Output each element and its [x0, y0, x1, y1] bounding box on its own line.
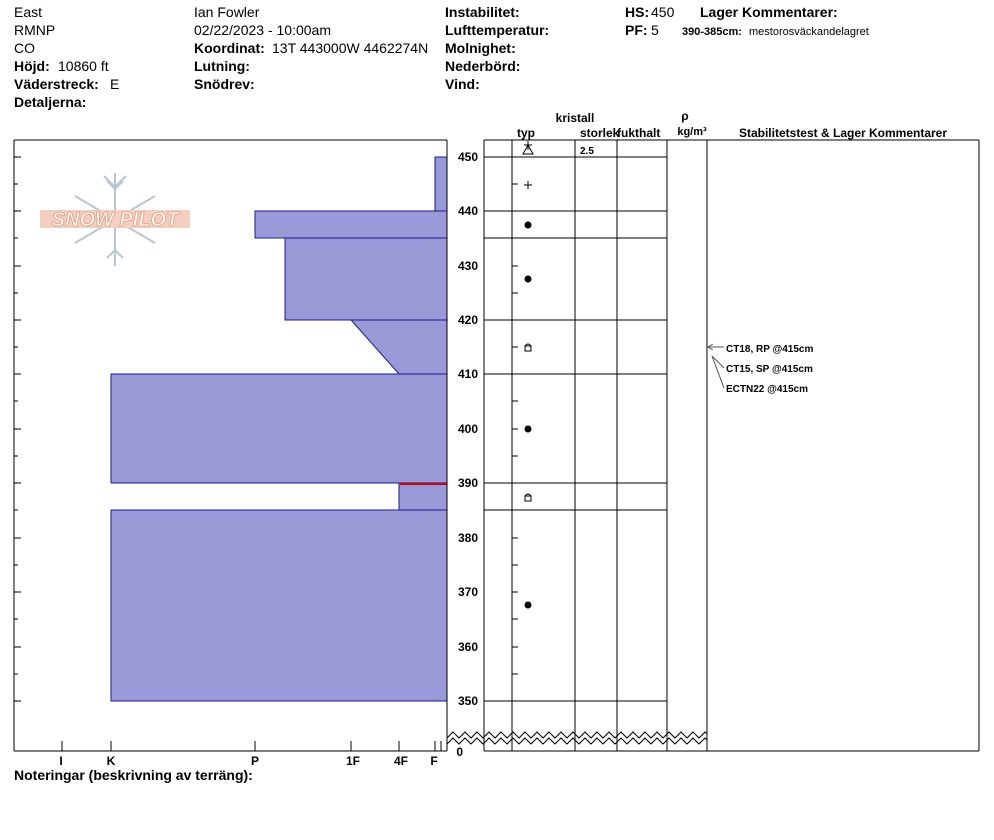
layer-comment-text: mestorosväckandelagret	[749, 26, 869, 38]
stability-test-arrows	[708, 344, 724, 388]
height-tick-label: 410	[457, 367, 478, 381]
axis-break-zigzag	[447, 732, 707, 744]
stability-test-label: ECTN22 @415cm	[726, 384, 809, 395]
layer-410-390	[111, 374, 447, 483]
aspect-value: E	[110, 76, 120, 92]
wind-label: Vind:	[445, 76, 480, 92]
air-temp-label: Lufttemperatur:	[445, 22, 550, 38]
layer-440-435	[255, 211, 447, 238]
observer-name: Ian Fowler	[194, 4, 260, 20]
range-text: RMNP	[14, 22, 56, 38]
layer-385-350	[111, 510, 447, 701]
height-tick-label: 420	[457, 313, 478, 327]
instability-label: Instabilitet:	[445, 4, 520, 20]
aspect-text: East	[14, 4, 43, 20]
layer-455-440	[435, 157, 447, 211]
elevation-value: 10860 ft	[58, 58, 109, 74]
hardness-tick-label: I	[59, 754, 63, 768]
hardness-tick-label: 4F	[393, 754, 409, 768]
crystal-header: kristall	[555, 111, 595, 125]
stability-test-label: CT18, RP @415cm	[726, 344, 814, 355]
stability-test-label: CT15, SP @415cm	[726, 364, 813, 375]
rounded-grain-icon	[525, 222, 531, 228]
hardness-layers	[111, 157, 447, 701]
layer-420-410	[351, 320, 447, 374]
height-tick-label: 0	[456, 745, 463, 759]
observation-datetime: 02/22/2023 - 10:00am	[194, 22, 331, 38]
height-tick-label: 350	[457, 694, 478, 708]
stability-header: Stabilitetstest & Lager Kommentarer	[738, 126, 948, 140]
moisture-header: fukthalt	[617, 126, 661, 140]
height-tick-label: 440	[457, 204, 478, 218]
details-label: Detaljerna:	[14, 94, 87, 110]
layer-comment-range: 390-385cm:	[682, 26, 742, 38]
precip-label: Nederbörd:	[445, 58, 521, 74]
density-unit-header: kg/m³	[677, 126, 707, 138]
rounded-grain-icon	[525, 276, 531, 282]
hs-label: HS:	[625, 4, 650, 20]
height-tick-label: 360	[457, 640, 478, 654]
pf-value: 5	[651, 22, 659, 38]
rounded-grain-icon	[525, 426, 531, 432]
layer-table	[484, 140, 979, 751]
height-tick-label: 390	[457, 476, 478, 490]
left-axis-ticks	[14, 157, 21, 701]
snowpilot-logo	[40, 173, 190, 266]
drift-label: Snödrev:	[194, 76, 255, 92]
slope-label: Lutning:	[194, 58, 250, 74]
height-tick-label: 400	[457, 422, 478, 436]
hs-value: 450	[651, 4, 675, 20]
layer-390-385	[399, 483, 447, 510]
logo-text: SNOW PILOT	[51, 209, 179, 231]
hardness-tick-label: 1F	[345, 754, 361, 768]
hardness-tick-label: K	[106, 754, 116, 768]
coordinate-value: 13T 443000W 4462274N	[272, 40, 429, 56]
height-tick-label: 430	[457, 259, 478, 273]
pf-label: PF:	[625, 22, 648, 38]
elevation-label: Höjd:	[14, 58, 50, 74]
crystal-size-value: 2.5	[580, 146, 594, 157]
faceted-grain-icon	[525, 494, 531, 501]
layer-comments-label: Lager Kommentarer:	[700, 4, 838, 20]
height-tick-label: 380	[457, 531, 478, 545]
coordinate-label: Koordinat:	[194, 40, 265, 56]
hardness-tick-label: F	[430, 754, 438, 768]
hardness-tick-label: P	[250, 754, 260, 768]
notes-label: Noteringar (beskrivning av terräng):	[14, 767, 253, 783]
new-snow-plus-icon	[524, 181, 532, 189]
height-tick-label: 450	[457, 150, 478, 164]
stellar-decomposing-icon	[523, 141, 533, 154]
height-tick-label: 370	[457, 585, 478, 599]
hardness-axis-ticks	[62, 741, 441, 751]
cloud-label: Molnighet:	[445, 40, 516, 56]
rho-header: ρ	[681, 109, 689, 123]
layer-435-420	[285, 238, 447, 320]
aspect-label: Väderstreck:	[14, 76, 99, 92]
faceted-grain-icon	[525, 344, 531, 351]
size-header: storlek	[580, 126, 620, 140]
state-text: CO	[14, 40, 35, 56]
rounded-grain-icon	[525, 602, 531, 608]
type-header: typ	[517, 126, 535, 140]
